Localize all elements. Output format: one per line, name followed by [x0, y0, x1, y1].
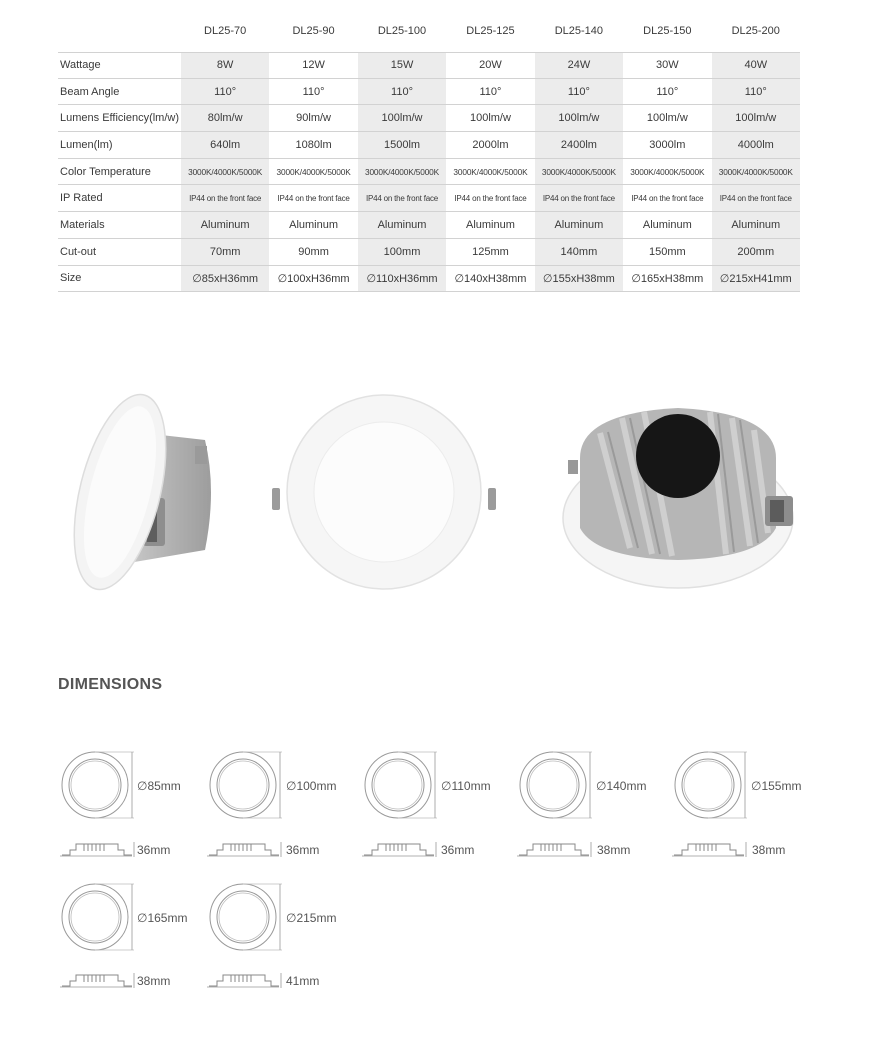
height-label: 36mm: [286, 843, 320, 857]
table-cell: 24W: [535, 53, 623, 78]
table-cell: ∅85xH36mm: [181, 266, 269, 292]
table-cell: Aluminum: [535, 212, 623, 238]
table-cell: 110°: [358, 79, 446, 105]
table-cell: 20W: [479, 59, 502, 72]
table-cell: IP44 on the front face: [358, 185, 446, 211]
table-cell: 3000K/4000K/5000K: [276, 166, 351, 177]
circle-outline-drawing: [208, 750, 283, 820]
diameter-label: ∅140mm: [596, 779, 647, 793]
table-cell: ∅100xH36mm: [277, 272, 350, 285]
height-label: 38mm: [597, 843, 631, 857]
table-cell: ∅110xH36mm: [358, 266, 446, 292]
row-label: Wattage: [60, 59, 101, 72]
table-cell: 90lm/w: [296, 112, 331, 125]
table-cell: 110°: [479, 85, 502, 98]
table-cell: 90mm: [298, 245, 329, 258]
table-cell: IP44 on the front face: [631, 193, 704, 203]
profile-drawing: [60, 969, 136, 991]
table-cell: 12W: [302, 59, 325, 72]
circle-outline-drawing: [673, 750, 748, 820]
table-cell: 3000K/4000K/5000K: [712, 159, 800, 185]
table-cell: 4000lm: [712, 132, 800, 158]
table-cell: IP44 on the front face: [712, 185, 800, 211]
circle-outline-drawing: [208, 882, 283, 952]
table-cell: 110°: [712, 79, 800, 105]
model-header: DL25-150: [643, 25, 692, 37]
table-cell: 1500lm: [358, 132, 446, 158]
row-label: Color Temperature: [60, 165, 151, 178]
height-label: 38mm: [752, 843, 786, 857]
row-label: Size: [60, 272, 82, 285]
profile-drawing: [672, 838, 748, 860]
row-label: Cut-out: [60, 245, 97, 258]
row-label: Beam Angle: [60, 85, 120, 98]
table-row-materials: [58, 212, 800, 239]
table-cell: ∅215xH41mm: [712, 266, 800, 292]
table-cell: 140mm: [535, 239, 623, 265]
table-cell: 150mm: [648, 245, 686, 258]
table-cell: 640lm: [181, 132, 269, 158]
diameter-label: ∅110mm: [441, 779, 491, 793]
table-cell: 110°: [302, 85, 325, 98]
table-cell: 100lm/w: [535, 105, 623, 131]
table-cell: 100mm: [358, 239, 446, 265]
table-cell: 15W: [358, 53, 446, 78]
table-cell: 100lm/w: [712, 105, 800, 131]
downlight-front-view-image: [268, 392, 504, 594]
table-cell: 40W: [712, 53, 800, 78]
height-label: 36mm: [137, 843, 171, 857]
table-cell: 3000K/4000K/5000K: [453, 166, 528, 177]
model-header: DL25-125: [466, 25, 515, 37]
height-label: 36mm: [441, 843, 475, 857]
table-cell: 2400lm: [535, 132, 623, 158]
table-cell: Aluminum: [289, 218, 339, 231]
table-cell: Aluminum: [181, 212, 269, 238]
model-header: DL25-100: [377, 25, 427, 37]
table-cell: ∅140xH38mm: [454, 272, 527, 285]
table-cell: 3000lm: [649, 138, 686, 151]
table-cell: 2000lm: [472, 138, 509, 151]
profile-drawing: [207, 838, 283, 860]
table-cell: Aluminum: [466, 218, 515, 231]
dimensions-title: DIMENSIONS: [58, 676, 163, 693]
table-row-beam-angle: [58, 79, 800, 106]
table-cell: Aluminum: [642, 218, 692, 231]
table-cell: IP44 on the front face: [454, 193, 527, 203]
table-cell: 100lm/w: [646, 112, 688, 125]
table-row-size: [58, 266, 800, 293]
diameter-label: ∅100mm: [286, 779, 337, 793]
diameter-label: ∅155mm: [751, 779, 802, 793]
row-label: Lumen(lm): [60, 138, 113, 151]
table-cell: Aluminum: [712, 212, 800, 238]
model-header: DL25-70: [204, 25, 247, 37]
header-blank: [58, 10, 181, 52]
table-cell: 110°: [656, 85, 679, 98]
row-label: Materials: [60, 218, 105, 231]
table-cell: Aluminum: [358, 212, 446, 238]
table-cell: ∅155xH38mm: [535, 266, 623, 292]
profile-drawing: [207, 969, 283, 991]
downlight-side-view-image: [55, 390, 215, 595]
model-header: DL25-200: [731, 25, 780, 37]
diameter-label: ∅85mm: [137, 779, 181, 793]
table-cell: 100lm/w: [358, 105, 446, 131]
table-row-cut-out: [58, 239, 800, 266]
table-cell: ∅165xH38mm: [631, 272, 704, 285]
table-cell: 30W: [656, 59, 679, 72]
table-cell: 110°: [181, 79, 269, 105]
table-row-color-temperature: [58, 159, 800, 186]
circle-outline-drawing: [518, 750, 593, 820]
table-cell: 100lm/w: [469, 112, 511, 125]
circle-outline-drawing: [363, 750, 438, 820]
table-cell: IP44 on the front face: [277, 193, 350, 203]
table-cell: 3000K/4000K/5000K: [535, 159, 623, 185]
table-cell: IP44 on the front face: [181, 185, 269, 211]
table-cell: IP44 on the front face: [535, 185, 623, 211]
circle-outline-drawing: [60, 882, 135, 952]
table-header-row: [58, 10, 800, 52]
circle-outline-drawing: [60, 750, 135, 820]
table-cell: 3000K/4000K/5000K: [630, 166, 705, 177]
table-cell: 8W: [181, 53, 269, 78]
table-row-wattage: [58, 52, 800, 79]
table-row-lumens-efficiency: [58, 105, 800, 132]
height-label: 41mm: [286, 974, 320, 988]
row-label: IP Rated: [60, 192, 103, 205]
table-cell: 3000K/4000K/5000K: [181, 159, 269, 185]
table-cell: 200mm: [712, 239, 800, 265]
diameter-label: ∅165mm: [137, 911, 188, 925]
table-cell: 1080lm: [295, 138, 332, 151]
height-label: 38mm: [137, 974, 171, 988]
model-header: DL25-90: [292, 25, 335, 37]
table-cell: 80lm/w: [181, 105, 269, 131]
table-cell: 110°: [535, 79, 623, 105]
table-row-lumen: [58, 132, 800, 159]
profile-drawing: [60, 838, 136, 860]
downlight-back-view-image: [560, 388, 805, 598]
table-cell: 70mm: [181, 239, 269, 265]
table-cell: 125mm: [472, 245, 509, 258]
diameter-label: ∅215mm: [286, 911, 337, 925]
model-header: DL25-140: [554, 25, 604, 37]
profile-drawing: [362, 838, 438, 860]
table-cell: 3000K/4000K/5000K: [358, 159, 446, 185]
spec-table: [58, 10, 800, 292]
profile-drawing: [517, 838, 593, 860]
row-label: Lumens Efficiency(lm/w): [60, 112, 179, 125]
table-row-ip-rated: [58, 185, 800, 212]
